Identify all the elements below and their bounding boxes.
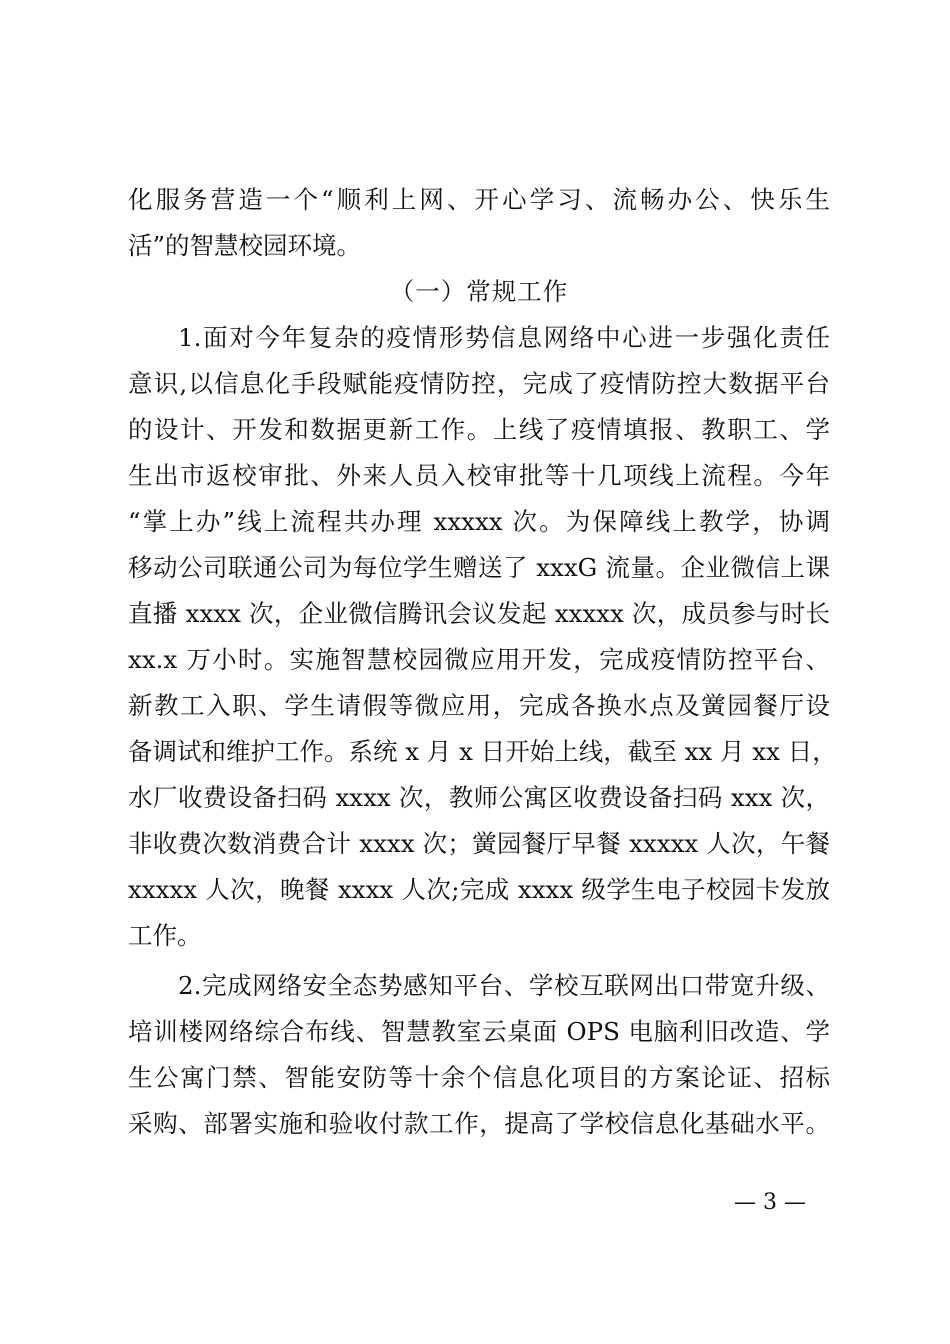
paragraph1-line-1: 1.面对今年复杂的疫情形势信息网络中心进一步强化责任 bbox=[178, 323, 830, 352]
paragraph1-line-11: 水厂收费设备扫码 xxxx 次，教师公寓区收费设备扫码 xxx 次， bbox=[128, 783, 830, 812]
paragraph1-line-5: “掌上办”线上流程共办理 xxxxx 次。为保障线上教学，协调 bbox=[128, 507, 830, 536]
paragraph1-line-13: xxxxx 人次，晚餐 xxxx 人次;完成 xxxx 级学生电子校园卡发放 bbox=[128, 875, 830, 904]
intro-line-1: 化服务营造一个“顺利上网、开心学习、流畅办公、快乐生 bbox=[128, 185, 830, 214]
paragraph1-line-6: 移动公司联通公司为每位学生赠送了 xxxG 流量。企业微信上课 bbox=[128, 553, 830, 582]
paragraph1-line-14: 工作。 bbox=[128, 921, 202, 950]
paragraph2-line-1: 2.完成网络安全态势感知平台、学校互联网出口带宽升级、 bbox=[178, 971, 830, 1000]
paragraph1-line-9: 新教工入职、学生请假等微应用，完成各换水点及黉园餐厅设 bbox=[128, 691, 830, 720]
paragraph1-line-8: xx.x 万小时。实施智慧校园微应用开发，完成疫情防控平台、 bbox=[128, 645, 830, 674]
section-heading: （一）常规工作 bbox=[389, 277, 569, 306]
paragraph2-line-4: 采购、部署实施和验收付款工作，提高了学校信息化基础水平。 bbox=[128, 1109, 830, 1138]
paragraph1-line-2: 意识,以信息化手段赋能疫情防控，完成了疫情防控大数据平台 bbox=[128, 369, 830, 398]
paragraph1-line-4: 生出市返校审批、外来人员入校审批等十几项线上流程。今年 bbox=[128, 461, 830, 490]
page-number: — 3 — bbox=[734, 1190, 806, 1215]
paragraph2-line-2: 培训楼网络综合布线、智慧教室云桌面 OPS 电脑利旧改造、学 bbox=[128, 1017, 830, 1046]
paragraph1-line-3: 的设计、开发和数据更新工作。上线了疫情填报、教职工、学 bbox=[128, 415, 830, 444]
paragraph1-line-12: 非收费次数消费合计 xxxx 次；黉园餐厅早餐 xxxxx 人次，午餐 bbox=[128, 829, 830, 858]
intro-line-2: 活”的智慧校园环境。 bbox=[128, 231, 362, 260]
paragraph2-line-3: 生公寓门禁、智能安防等十余个信息化项目的方案论证、招标 bbox=[128, 1063, 830, 1092]
paragraph1-line-10: 备调试和维护工作。系统 x 月 x 日开始上线，截至 xx 月 xx 日， bbox=[128, 737, 837, 766]
paragraph1-line-7: 直播 xxxx 次，企业微信腾讯会议发起 xxxxx 次，成员参与时长 bbox=[128, 599, 830, 628]
